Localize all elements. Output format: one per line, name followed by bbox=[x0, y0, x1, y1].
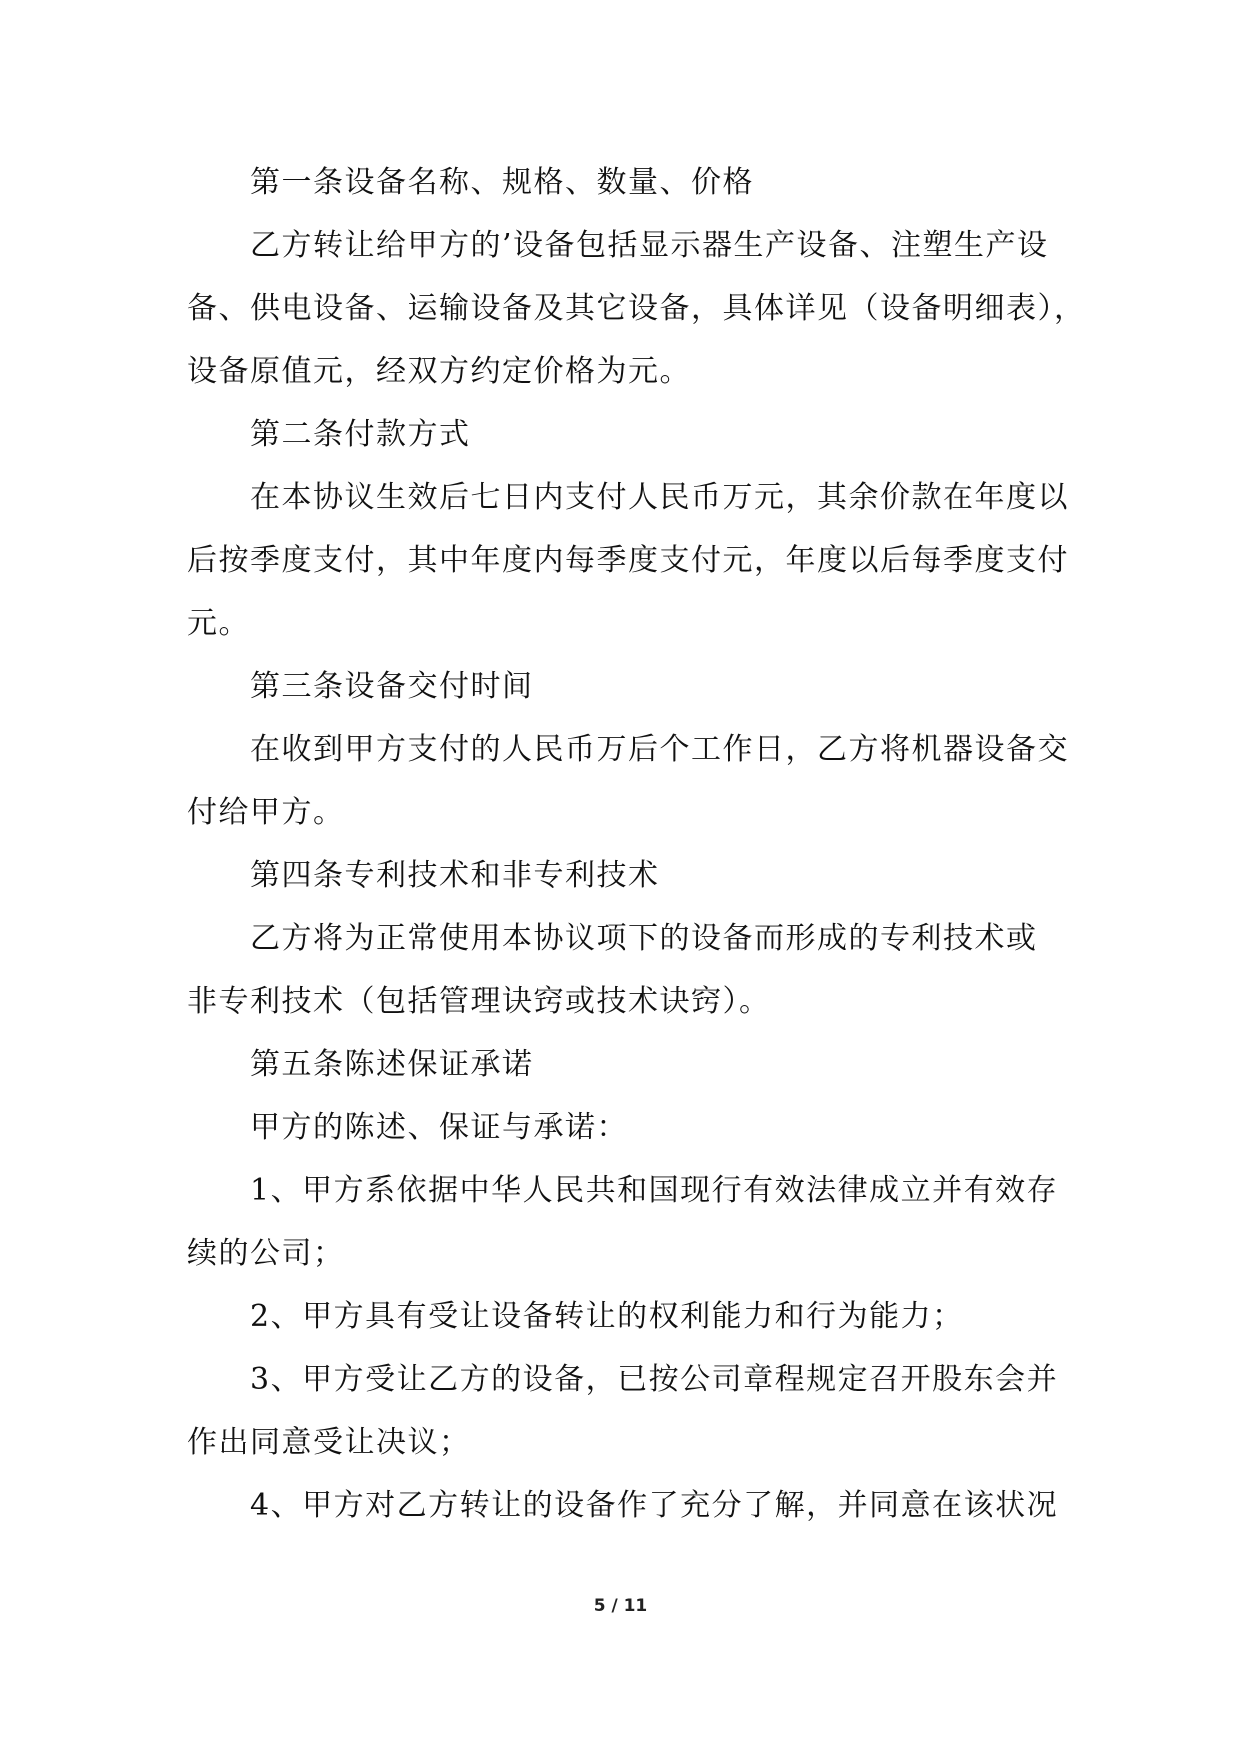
paragraph-line: 元。 bbox=[187, 606, 250, 641]
page-number: 5 / 11 bbox=[593, 1596, 648, 1616]
paragraph-line: 非专利技术（包括管理诀窍或技术诀窍）。 bbox=[187, 984, 771, 1019]
paragraph-line: 后按季度支付，其中年度内每季度支付元，年度以后每季度支付 bbox=[187, 543, 1069, 578]
paragraph-line: 在本协议生效后七日内支付人民币万元，其余价款在年度以 bbox=[250, 480, 1069, 515]
paragraph-line: 作出同意受让决议； bbox=[187, 1425, 471, 1460]
paragraph-line: 备、供电设备、运输设备及其它设备，具体详见（设备明细表）， bbox=[187, 291, 1086, 326]
paragraph-line: 设备原值元，经双方约定价格为元。 bbox=[187, 354, 691, 389]
article-3-heading: 第三条设备交付时间 bbox=[250, 669, 534, 704]
article-5-heading: 第五条陈述保证承诺 bbox=[250, 1047, 534, 1082]
list-item-4: 4、甲方对乙方转让的设备作了充分了解，并同意在该状况 bbox=[250, 1488, 1059, 1523]
paragraph-line: 乙方将为正常使用本协议项下的设备而形成的专利技术或 bbox=[250, 921, 1038, 956]
list-item-3: 3、甲方受让乙方的设备，已按公司章程规定召开股东会并 bbox=[250, 1362, 1059, 1397]
paragraph-line: 甲方的陈述、保证与承诺： bbox=[250, 1110, 628, 1145]
list-item-1: 1、甲方系依据中华人民共和国现行有效法律成立并有效存 bbox=[250, 1173, 1059, 1208]
paragraph-line: 乙方转让给甲方的’设备包括显示器生产设备、注塑生产设 bbox=[250, 228, 1049, 263]
article-4-heading: 第四条专利技术和非专利技术 bbox=[250, 858, 660, 893]
article-1-heading: 第一条设备名称、规格、数量、价格 bbox=[250, 165, 754, 200]
paragraph-line: 续的公司； bbox=[187, 1236, 345, 1271]
paragraph-line: 付给甲方。 bbox=[187, 795, 345, 830]
list-item-2: 2、甲方具有受让设备转让的权利能力和行为能力； bbox=[250, 1299, 964, 1334]
article-2-heading: 第二条付款方式 bbox=[250, 417, 471, 452]
paragraph-line: 在收到甲方支付的人民币万后个工作日，乙方将机器设备交 bbox=[250, 732, 1069, 767]
